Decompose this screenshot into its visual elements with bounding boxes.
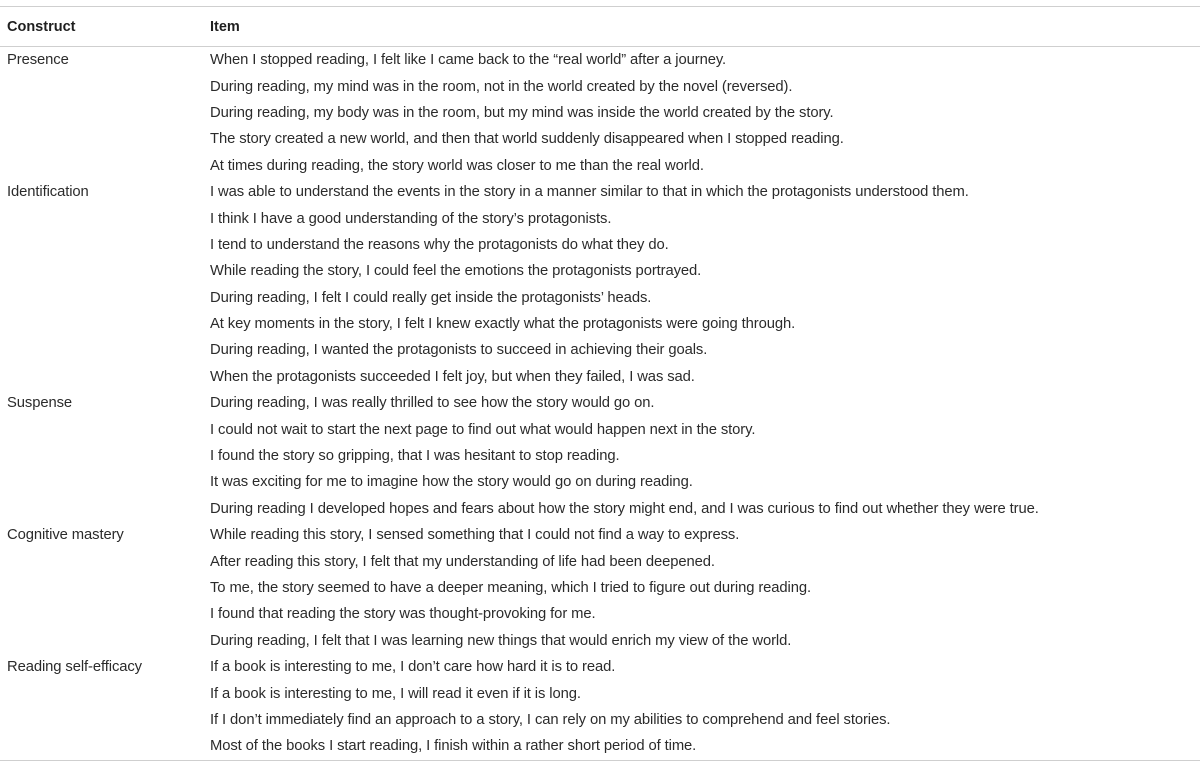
construct-cell: [0, 601, 206, 627]
table-row: [0, 469, 1200, 495]
item-cell: When I stopped reading, I felt like I came back to the “real world” after a journey.: [210, 52, 727, 69]
construct-cell: [0, 628, 206, 654]
item-cell: While reading the story, I could feel the emotions the protagonists portrayed.: [210, 263, 702, 280]
construct-cell: [0, 73, 206, 99]
construct-cell: [0, 469, 206, 495]
table-row: [0, 707, 1200, 733]
table-row: [0, 443, 1200, 469]
table-row: [0, 258, 1200, 284]
table-row: [0, 733, 1200, 760]
table-row: [0, 337, 1200, 363]
item-cell: I think I have a good understanding of the story’s protagonists.: [210, 210, 612, 227]
construct-cell: [0, 285, 206, 311]
item-cell: During reading, I was really thrilled to see how the story would go on.: [210, 395, 655, 412]
table-header: [0, 7, 1200, 47]
item-cell: It was exciting for me to imagine how the story would go on during reading.: [210, 474, 693, 491]
item-cell: If a book is interesting to me, I don’t care how hard it is to read.: [210, 659, 616, 676]
questionnaire-table-container: [0, 6, 1200, 782]
item-cell: I could not wait to start the next page to find out what would happen next in the story.: [210, 421, 756, 438]
item-cell: Most of the books I start reading, I finish within a rather short period of time.: [210, 738, 697, 755]
item-cell: During reading, my body was in the room, but my mind was inside the world created by the story.: [210, 104, 834, 121]
table-row: [0, 179, 1200, 205]
construct-cell: [0, 311, 206, 337]
table-row: [0, 126, 1200, 152]
construct-cell: [0, 416, 206, 442]
item-cell: I found that reading the story was thought-provoking for me.: [210, 606, 596, 623]
item-cell: During reading, I wanted the protagonists to succeed in achieving their goals.: [210, 342, 708, 359]
construct-cell: [0, 496, 206, 522]
table-row: [0, 153, 1200, 179]
construct-column-header: Construct: [7, 18, 76, 35]
table-row: [0, 601, 1200, 627]
construct-cell: Suspense: [7, 395, 73, 412]
item-cell: I tend to understand the reasons why the protagonists do what they do.: [210, 236, 669, 253]
construct-cell: [0, 258, 206, 284]
item-cell: When the protagonists succeeded I felt joy, but when they failed, I was sad.: [210, 368, 695, 385]
construct-cell: [0, 364, 206, 390]
table-row: [0, 496, 1200, 522]
construct-cell: Reading self-efficacy: [7, 659, 142, 676]
construct-cell: [0, 153, 206, 179]
table-row: [0, 100, 1200, 126]
construct-cell: [0, 733, 206, 760]
table-row: [0, 522, 1200, 548]
construct-cell: Presence: [7, 52, 69, 69]
construct-cell: [0, 205, 206, 231]
construct-cell: [0, 232, 206, 258]
item-cell: During reading, I felt I could really get inside the protagonists’ heads.: [210, 289, 652, 306]
table-row: [0, 654, 1200, 680]
item-cell: To me, the story seemed to have a deeper meaning, which I tried to figure out during reading.: [210, 580, 812, 596]
table-row: [0, 680, 1200, 706]
table-row: [0, 73, 1200, 99]
table-body: [0, 47, 1200, 761]
item-cell: If a book is interesting to me, I will read it even if it is long.: [210, 685, 581, 702]
table-row: [0, 390, 1200, 416]
item-cell: During reading, I felt that I was learning new things that would enrich my view of the world.: [210, 632, 792, 649]
table-row: [0, 285, 1200, 311]
construct-cell: [0, 680, 206, 706]
table-row: [0, 548, 1200, 574]
item-cell: I was able to understand the events in the story in a manner similar to that in which the protagonists understood them.: [210, 184, 969, 201]
construct-cell: [0, 126, 206, 152]
item-column-header: Item: [210, 18, 240, 35]
table-row: [0, 364, 1200, 390]
item-cell: During reading, my mind was in the room, not in the world created by the novel (reversed).: [210, 78, 793, 95]
construct-cell: [0, 548, 206, 574]
table-row: [0, 416, 1200, 442]
construct-cell: [0, 707, 206, 733]
header-row: [0, 7, 1200, 47]
table-row: [0, 311, 1200, 337]
table-row: [0, 47, 1200, 74]
item-cell: I found the story so gripping, that I was hesitant to stop reading.: [210, 448, 620, 465]
item-cell: During reading I developed hopes and fears about how the story might end, and I was curious to find out whether they were true.: [210, 500, 1039, 517]
table-row: [0, 628, 1200, 654]
item-cell: At times during reading, the story world was closer to me than the real world.: [210, 157, 704, 174]
table-row: [0, 232, 1200, 258]
construct-cell: [0, 575, 206, 601]
construct-cell: Cognitive mastery: [7, 527, 124, 544]
item-cell: At key moments in the story, I felt I knew exactly what the protagonists were going through.: [210, 316, 796, 333]
construct-cell: [0, 337, 206, 363]
table-row: [0, 575, 1200, 601]
construct-cell: [0, 443, 206, 469]
item-cell: If I don’t immediately find an approach to a story, I can rely on my abilities to comprehend and feel stories.: [210, 711, 891, 728]
construct-cell: Identification: [7, 184, 89, 201]
questionnaire-table: [0, 6, 1200, 761]
table-row: [0, 205, 1200, 231]
item-cell: While reading this story, I sensed something that I could not find a way to express.: [210, 527, 740, 544]
construct-cell: [0, 100, 206, 126]
item-cell: After reading this story, I felt that my understanding of life had been deepened.: [210, 553, 715, 570]
item-cell: The story created a new world, and then that world suddenly disappeared when I stopped reading.: [210, 131, 844, 148]
